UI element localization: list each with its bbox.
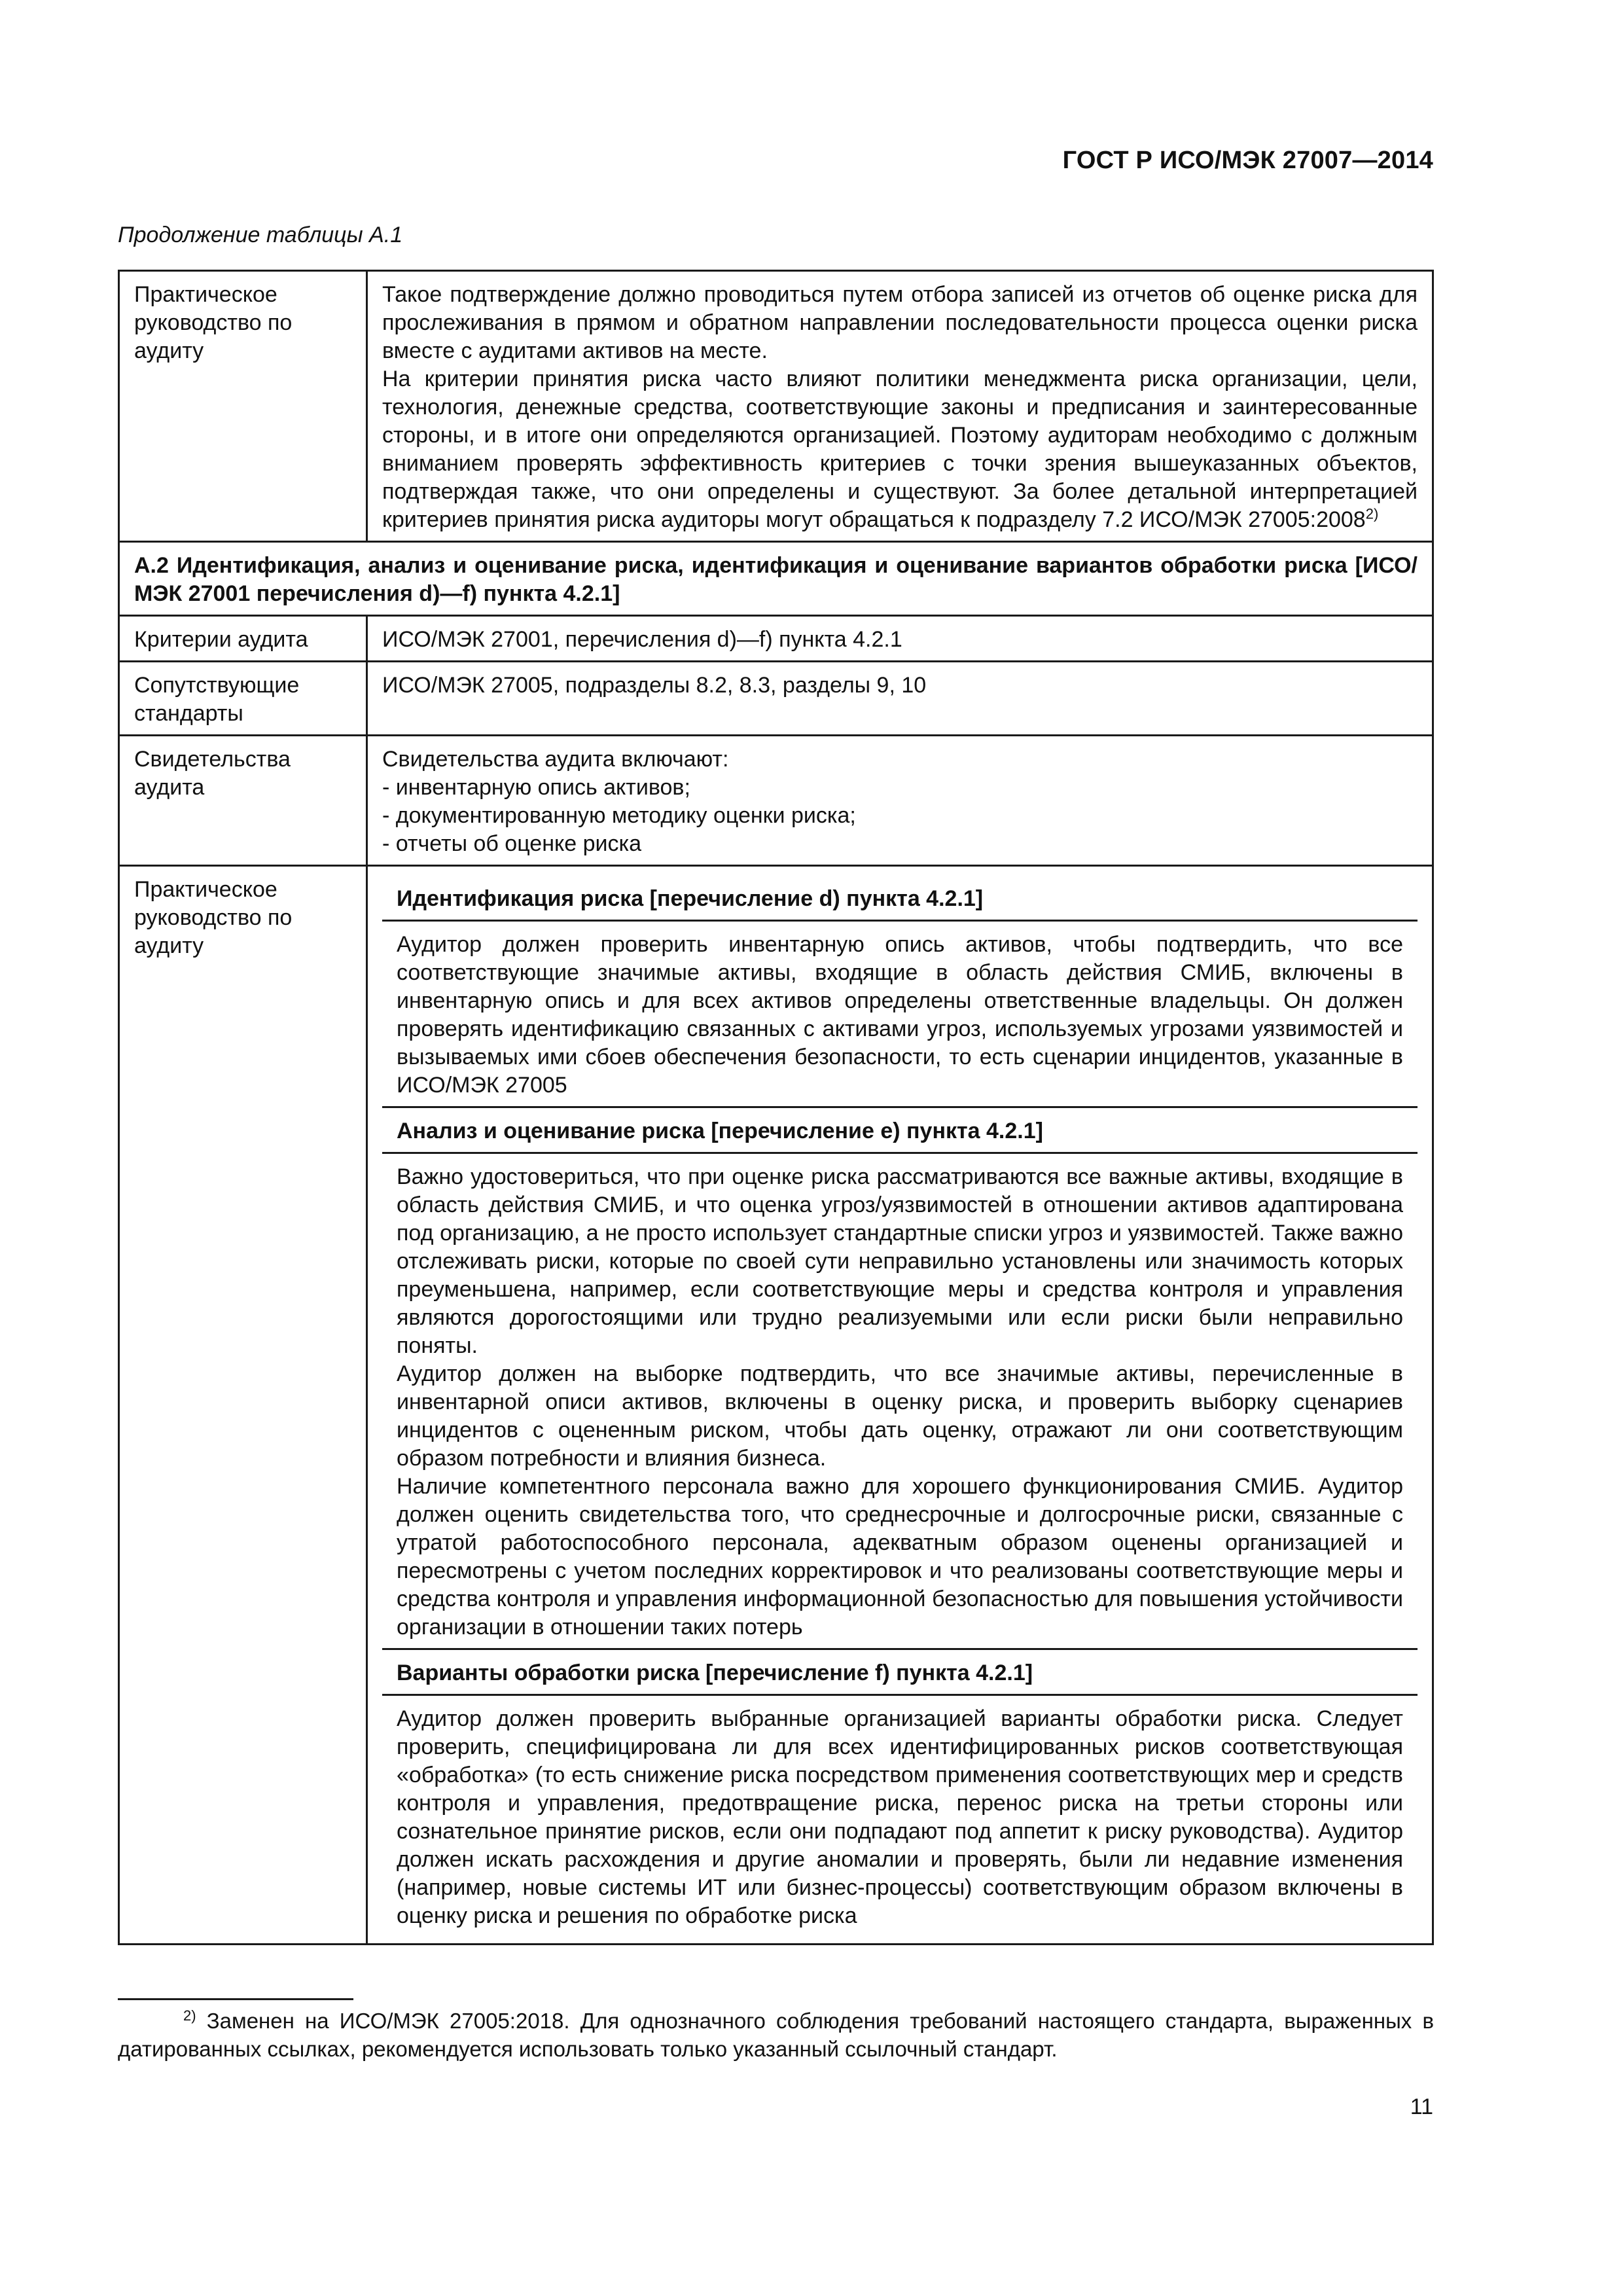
table-row [119,866,1433,1945]
row-content: ИСО/МЭК 27001, перечисления d)—f) пункта 4.2.1 [367,616,1433,662]
row-label: Свидетельства аудита [119,736,367,866]
table-row [119,542,1433,616]
subsection-title: Идентификация риска [перечисление d) пункта 4.2.1] [382,876,1418,921]
row-content [367,866,1433,1945]
table-row [119,662,1433,736]
guidance-subtable [382,876,1418,1937]
footnote-marker: 2) [183,2007,196,2024]
footnote [118,2007,1434,2063]
table-row [119,271,1433,542]
subsection-title: Варианты обработки риска [перечисление f) пункта 4.2.1] [382,1649,1418,1695]
paragraph: Наличие компетентного персонала важно для хорошего функционирования СМИБ. Аудитор должен оценить свидетельства того, что среднесрочные и долгосрочные риски, связанные с утратой работоспособного персонала, адекватным образом оценены организацией и пересмотрены с учетом последних корректировок и что реализованы соответствующие меры и средства контроля и управления информационной безопасностью для повышения устойчивости организации в отношении таких потерь [397,1474,1403,1640]
subsection-text: Аудитор должен проверить выбранные организацией варианты обработки риска. Следует проверить, специфицирована ли для всех идентифицированных рисков соответствующая «обработка» (то есть снижение риска посредством применения соответствующих мер и средств контроля и управления, предотвращение риска, перенос риска на третьи стороны или сознательное принятие рисков, если они подпадают под аппетит к риску руководства). Аудитор должен искать расхождения и другие аномалии и проверять, были ли недавние изменения (например, новые системы ИТ или бизнес-процессы) соответствующим образом включены в оценку риска и решения по обработке риска [397,1706,1403,1928]
row-label: Практическое руководство по аудиту [119,271,367,542]
list-item: - инвентарную опись активов; [382,775,690,800]
paragraph-text: На критерии принятия риска часто влияют политики менеджмента риска организации, цели, технология, денежные средства, соответствующие законы и предписания и заинтересованные стороны, и в итоге они определяются организацией. Поэтому аудиторам необходимо с должным вниманием проверять эффективность критериев с точки зрения вышеуказанных объектов, подтверждая также, что они определены и существуют. За более детальной интерпретацией критериев принятия риска аудиторы могут обращаться к подразделу 7.2 ИСО/МЭК 27005:2008 [382,367,1418,532]
list-intro: Свидетельства аудита включают: [382,747,729,772]
document-header: ГОСТ Р ИСО/МЭК 27007—2014 [1062,147,1433,174]
page-number: 11 [1410,2094,1433,2119]
row-content [367,271,1433,542]
row-label: Практическое руководство по аудиту [119,866,367,1945]
table-caption: Продолжение таблицы А.1 [118,223,403,247]
footnote-text: Заменен на ИСО/МЭК 27005:2018. Для однозначного соблюдения требований настоящего стандарта, выраженных в датированных ссылках, рекомендуется использовать только указанный ссылочный стандарт. [118,2009,1434,2061]
audit-table [118,270,1434,1945]
footnote-divider [118,1998,353,2000]
paragraph: Аудитор должен на выборке подтвердить, что все значимые активы, перечисленные в инвентарной описи активов, включены в оценку риска, и проверить выборку сценариев инцидентов с оцененным риском, чтобы дать оценку, отражают ли они соответствующим образом потребности и влияния бизнеса. [397,1361,1403,1471]
row-content: ИСО/МЭК 27005, подразделы 8.2, 8.3, разделы 9, 10 [367,662,1433,736]
subsection-text [382,1153,1418,1649]
table-row [119,616,1433,662]
footnote-ref: 2) [1365,505,1379,522]
row-content [367,736,1433,866]
table-row [119,736,1433,866]
section-heading: А.2 Идентификация, анализ и оценивание риска, идентификация и оценивание вариантов обработки риска [ИСО/МЭК 27001 перечисления d)—f) пункта 4.2.1] [119,542,1433,616]
subsection-title: Анализ и оценивание риска [перечисление е) пункта 4.2.1] [382,1107,1418,1153]
list-item: - документированную методику оценки риска; [382,803,856,828]
list-item: - отчеты об оценке риска [382,831,642,856]
paragraph [382,365,1418,534]
row-label: Сопутствующие стандарты [119,662,367,736]
row-label: Критерии аудита [119,616,367,662]
paragraph: Такое подтверждение должно проводиться путем отбора записей из отчетов об оценке риска для прослеживания в прямом и обратном направлении последовательности процесса оценки риска вместе с аудитами активов на месте. [382,282,1418,363]
subsection-text: Аудитор должен проверить инвентарную опись активов, чтобы подтвердить, что все соответствующие значимые активы, входящие в область действия СМИБ, включены в инвентарную опись и для всех активов определены ответственные владельцы. Он должен проверять идентификацию связанных с активами угроз, используемых угрозами уязвимостей и вызываемых ими сбоев обеспечения безопасности, то есть сценарии инцидентов, указанные в ИСО/МЭК 27005 [382,921,1418,1107]
paragraph: Важно удостовериться, что при оценке риска рассматриваются все важные активы, входящие в область действия СМИБ, и что оценка угроз/уязвимостей в отношении активов адаптирована под организацию, а не просто использует стандартные списки угроз и уязвимостей. Также важно отслеживать риски, которые по своей сути неправильно установлены или значимость которых преуменьшена, например, если соответствующие меры и средства контроля и управления являются дорогостоящими или трудно реализуемыми или если риски были неправильно поняты. [397,1164,1403,1358]
